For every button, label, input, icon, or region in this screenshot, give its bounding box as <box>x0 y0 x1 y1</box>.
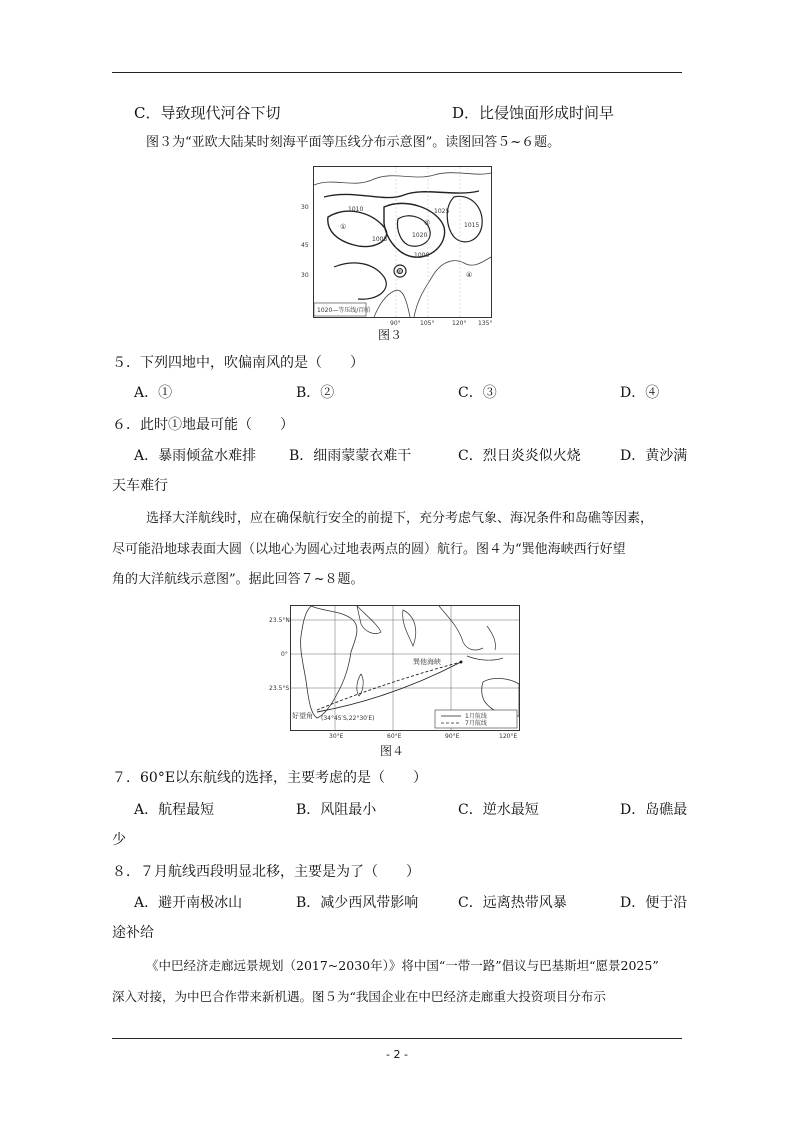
q8-option-c[interactable]: C．远离热带风暴 <box>458 895 567 911</box>
q8-option-a[interactable]: A．避开南极冰山 <box>134 895 243 911</box>
figure-3-caption: 图３ <box>377 328 402 342</box>
page-number: - 2 - <box>386 1048 408 1061</box>
strait-label: 巽他海峡 <box>413 658 441 666</box>
fig3-legend: 1020—等压线/百帕 <box>317 307 371 314</box>
q5-option-a[interactable]: A．① <box>134 385 173 401</box>
fig4-intro-line2: 尽可能沿地球表面大圆（以地心为圆心过地表两点的圆）航行。图４为“巽他海峡西行好望 <box>112 542 626 557</box>
q8-option-d[interactable]: D．便于沿 <box>620 895 688 911</box>
isobar-label: 1000 <box>414 252 430 259</box>
lat-tick: 0° <box>281 651 288 658</box>
q6-stem: ６．此时①地最可能（ ） <box>112 417 294 433</box>
figure-3-map <box>301 166 493 327</box>
lon-tick: 120°E <box>499 733 518 740</box>
lon-tick: 135° <box>478 320 493 327</box>
lat-tick: 45 <box>301 242 309 249</box>
q6-option-b[interactable]: B．细雨蒙蒙衣难干 <box>289 448 412 464</box>
q8-stem: ８．７月航线西段明显北移，主要是为了（ ） <box>112 864 420 880</box>
header-rule <box>112 72 682 73</box>
cape-label: 好望角 <box>292 712 313 720</box>
q7-option-d[interactable]: D．岛礁最 <box>620 802 688 818</box>
legend-jul: 7月航线 <box>465 720 487 727</box>
lon-tick: 60°E <box>387 733 402 740</box>
point-mark-4: ④ <box>466 271 473 279</box>
point-mark-2: ② <box>424 219 431 227</box>
q7-stem: ７．60°E以东航线的选择，主要考虑的是（ ） <box>112 770 428 786</box>
q4-option-c[interactable]: C．导致现代河谷下切 <box>134 104 281 122</box>
point-mark-3: ③ <box>396 268 403 276</box>
q5-option-d[interactable]: D．④ <box>620 385 660 401</box>
fig4-intro-line3: 角的大洋航线示意图”。据此回答７~８题。 <box>112 572 364 587</box>
lat-tick: 23.5°S <box>269 685 290 692</box>
fig5-intro-line1: 《中巴经济走廊远景规划（2017~2030年）》将中国“一带一路”倡议与巴基斯坦“愿景2025” <box>146 958 659 973</box>
fig3-lat-ticks <box>300 167 314 317</box>
lat-tick: 23.5°N <box>269 617 290 624</box>
fig5-intro-line2: 深入对接，为中巴合作带来新机遇。图５为“我国企业在中巴经济走廊重大投资项目分布示 <box>112 989 606 1004</box>
lon-tick: 90°E <box>445 733 460 740</box>
isobar-label: 1015 <box>464 222 480 229</box>
point-mark-1: ① <box>340 223 347 231</box>
q6-option-d-continued: 天车难行 <box>112 478 168 494</box>
fig4-lat-ticks <box>269 606 291 730</box>
isobar-label: 1005 <box>372 236 388 243</box>
lon-tick: 90° <box>390 320 401 327</box>
lon-tick: 30°E <box>329 733 344 740</box>
q7-option-c[interactable]: C．逆水最短 <box>458 802 539 818</box>
q8-option-b[interactable]: B．减少西风带影响 <box>296 895 419 911</box>
isobar-label: 1025 <box>434 208 450 215</box>
footer-rule <box>112 1038 682 1039</box>
cape-coords: (34°45′S,22°30′E) <box>321 715 375 722</box>
q6-option-d[interactable]: D．黄沙满 <box>620 448 688 464</box>
q8-option-d-continued: 途补给 <box>112 925 154 941</box>
isobar-map-svg <box>314 167 491 317</box>
fig3-intro: 图３为“亚欧大陆某时刻海平面等压线分布示意图”。读图回答５~６题。 <box>146 135 561 150</box>
isobar-label: 1020 <box>412 232 428 239</box>
q5-stem: ５．下列四地中，吹偏南风的是（ ） <box>112 355 364 371</box>
figure-4-caption: 图４ <box>379 744 404 758</box>
legend-jan: 1月航线 <box>465 713 487 720</box>
q6-option-c[interactable]: C．烈日炎炎似火烧 <box>458 448 581 464</box>
fig4-intro-line1: 选择大洋航线时，应在确保航行安全的前提下，充分考虑气象、海况条件和岛礁等因素， <box>146 511 654 526</box>
lon-tick: 120° <box>452 320 467 327</box>
lat-tick: 30 <box>301 272 309 279</box>
lon-tick: 105° <box>420 320 435 327</box>
figure-4-map <box>269 605 520 740</box>
q6-option-a[interactable]: A．暴雨倾盆水难排 <box>134 448 257 464</box>
q7-option-b[interactable]: B．风阻最小 <box>296 802 377 818</box>
q7-option-a[interactable]: A．航程最短 <box>134 802 215 818</box>
q7-option-d-continued: 少 <box>112 832 126 848</box>
q5-option-b[interactable]: B．② <box>296 385 335 401</box>
q4-option-d[interactable]: D．比侵蚀面形成时间早 <box>452 104 615 122</box>
route-map-svg <box>291 606 519 730</box>
isobar-label: 1010 <box>348 206 364 213</box>
lat-tick: 30 <box>301 204 309 211</box>
q5-option-c[interactable]: C．③ <box>458 385 497 401</box>
fig4-lon-ticks <box>291 730 519 740</box>
